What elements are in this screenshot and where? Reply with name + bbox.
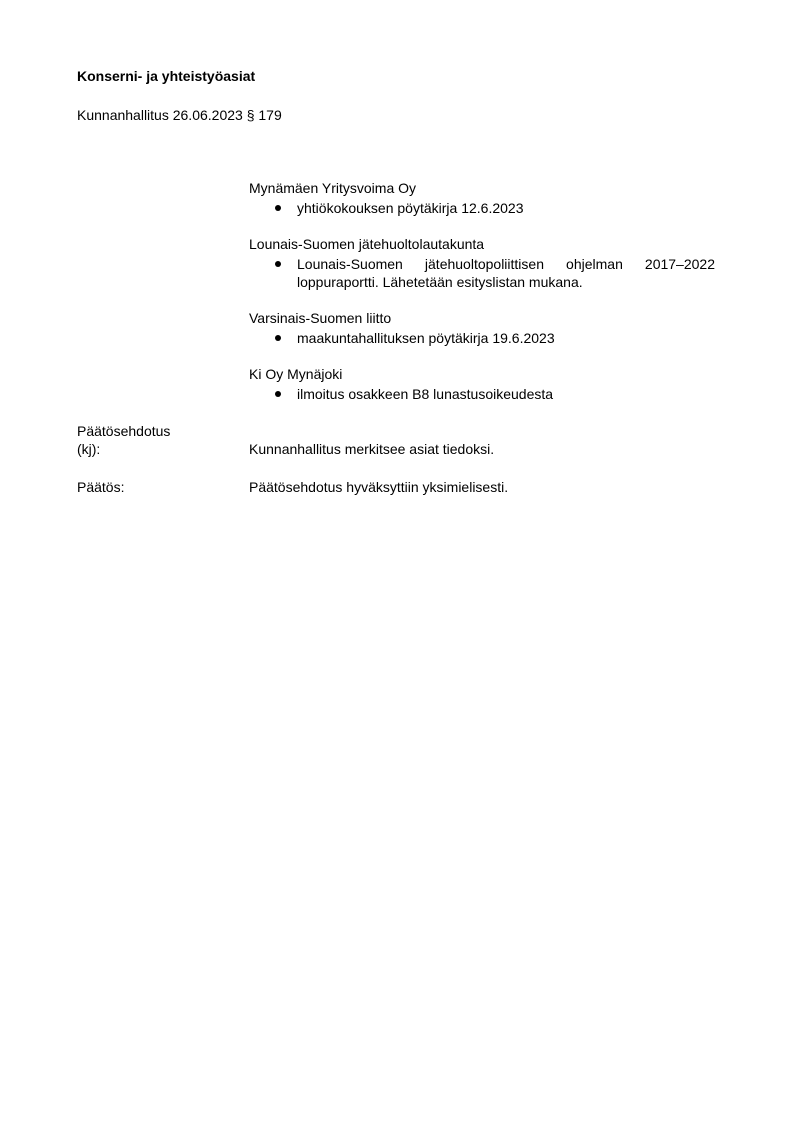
item-list <box>249 199 715 217</box>
organization-name: Mynämäen Yritysvoima Oy <box>249 180 417 196</box>
decision-text: Päätösehdotus hyväksyttiin yksimielisesti. <box>249 479 509 495</box>
section-varsinais-suomen-liitto <box>249 309 715 347</box>
list-item-text: ilmoitus osakkeen B8 lunastusoikeudesta <box>297 386 554 402</box>
item-list <box>249 329 715 347</box>
list-item <box>249 199 715 217</box>
decision-label: Päätös: <box>77 479 125 495</box>
proposal-label-line2: (kj): <box>77 441 101 457</box>
list-item <box>249 385 715 403</box>
list-item <box>249 329 715 347</box>
page-title: Konserni- ja yhteistyöasiat <box>77 68 256 84</box>
proposal-label-line1: Päätösehdotus <box>77 423 171 439</box>
item-list <box>249 255 715 291</box>
section-jatehuoltolautakunta <box>249 235 715 291</box>
bullet-icon <box>275 335 281 341</box>
bullet-icon <box>275 261 281 267</box>
organization-name: Lounais-Suomen jätehuoltolautakunta <box>249 236 485 252</box>
section-mynamaen-yritysvoima <box>249 179 715 217</box>
section-ki-oy-mynajoki <box>249 365 715 403</box>
organization-name: Varsinais-Suomen liitto <box>249 310 392 326</box>
list-item-text: Lounais-Suomen jätehuoltopoliittisen ohjelman 2017–2022 loppuraportti. Lähetetään esityslistan mukana. <box>297 256 715 290</box>
meeting-reference: Kunnanhallitus 26.06.2023 § 179 <box>77 107 282 123</box>
bullet-icon <box>275 391 281 397</box>
bullet-icon <box>275 205 281 211</box>
proposal-text: Kunnanhallitus merkitsee asiat tiedoksi. <box>249 441 495 457</box>
list-item-text: yhtiökokouksen pöytäkirja 12.6.2023 <box>297 200 524 216</box>
list-item <box>249 255 715 291</box>
organization-name: Ki Oy Mynäjoki <box>249 366 343 382</box>
proposal-row <box>77 422 717 462</box>
list-item-text: maakuntahallituksen pöytäkirja 19.6.2023 <box>297 330 555 346</box>
decision-row <box>77 478 717 498</box>
proposal-label <box>77 422 237 458</box>
notification-list <box>249 179 715 421</box>
item-list <box>249 385 715 403</box>
